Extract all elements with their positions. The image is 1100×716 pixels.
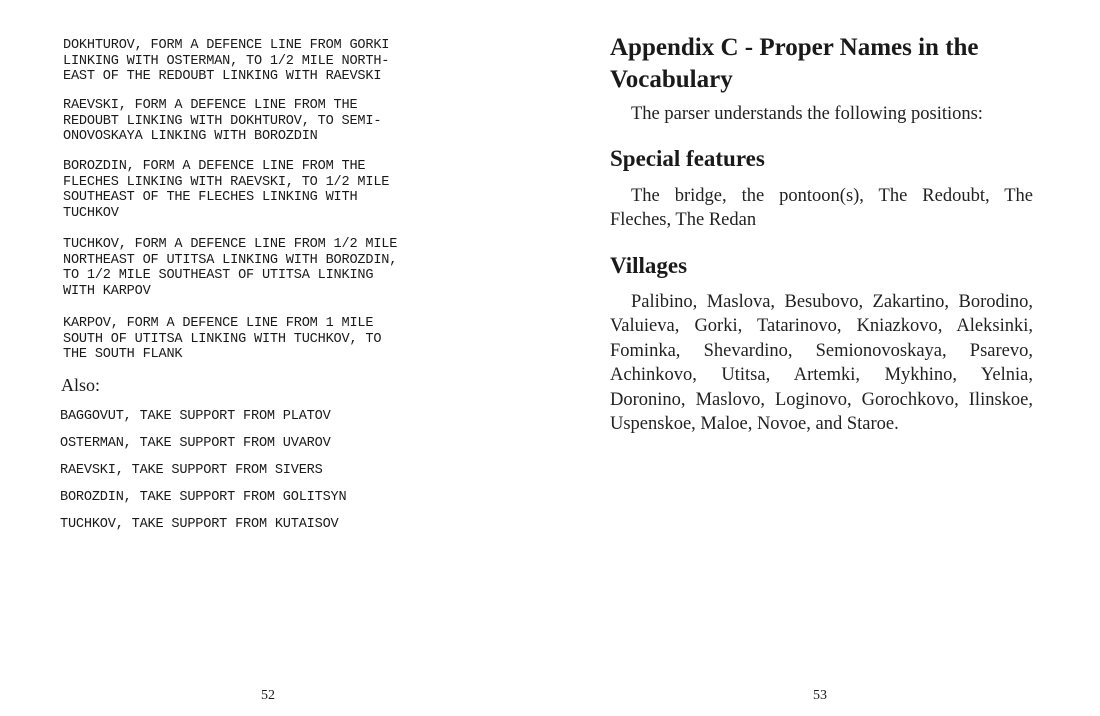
command-paragraph: TUCHKOV, FORM A DEFENCE LINE FROM 1/2 MILE NORTHEAST OF UTITSA LINKING WITH BOROZDIN, TO 1/2 MILE SOUTHEAST OF UTITSA LINKING WITH KARPOV: [63, 237, 398, 299]
page-number-right: 53: [813, 688, 827, 703]
villages-text: Palibino, Maslova, Besubovo, Zakartino, Borodino, Valuieva, Gorki, Tatarinovo, Kniazkovo, Aleksinki, Fominka, Shevardino, Semionovoskaya, Psarevo, Achinkovo, Utitsa, Artemki, Mykhino, Yelnia, Doronino, Maslovo, Loginovo, Gorochkovo, Ilinskoe, Uspenskoe, Maloe, Novoe, and Staroe.: [610, 292, 1033, 435]
intro-text: The parser understands the following positions:: [631, 104, 983, 124]
support-command: RAEVSKI, TAKE SUPPORT FROM SIVERS: [60, 463, 323, 478]
page-number-left: 52: [261, 688, 275, 703]
also-label: Also:: [61, 375, 101, 395]
command-paragraph: KARPOV, FORM A DEFENCE LINE FROM 1 MILE SOUTH OF UTITSA LINKING WITH TUCHKOV, TO THE SOUTH FLANK: [63, 316, 382, 363]
appendix-title: Appendix C - Proper Names in the Vocabulary: [610, 34, 979, 93]
command-paragraph: DOKHTUROV, FORM A DEFENCE LINE FROM GORKI LINKING WITH OSTERMAN, TO 1/2 MILE NORTH- EAST OF THE REDOUBT LINKING WITH RAEVSKI: [63, 38, 390, 85]
command-paragraph: RAEVSKI, FORM A DEFENCE LINE FROM THE REDOUBT LINKING WITH DOKHTUROV, TO SEMI- ONOVOSKAYA LINKING WITH BOROZDIN: [63, 98, 382, 145]
support-command: TUCHKOV, TAKE SUPPORT FROM KUTAISOV: [60, 517, 339, 532]
support-command: OSTERMAN, TAKE SUPPORT FROM UVAROV: [60, 436, 331, 451]
command-paragraph: BOROZDIN, FORM A DEFENCE LINE FROM THE FLECHES LINKING WITH RAEVSKI, TO 1/2 MILE SOUTHEAST OF THE FLECHES LINKING WITH TUCHKOV: [63, 159, 390, 221]
special-features-text: The bridge, the pontoon(s), The Redoubt, The Fleches, The Redan: [610, 186, 1033, 231]
special-features-heading: Special features: [610, 146, 765, 171]
support-command: BOROZDIN, TAKE SUPPORT FROM GOLITSYN: [60, 490, 347, 505]
villages-heading: Villages: [610, 253, 688, 278]
right-page: [550, 0, 1100, 716]
support-command: BAGGOVUT, TAKE SUPPORT FROM PLATOV: [60, 409, 331, 424]
